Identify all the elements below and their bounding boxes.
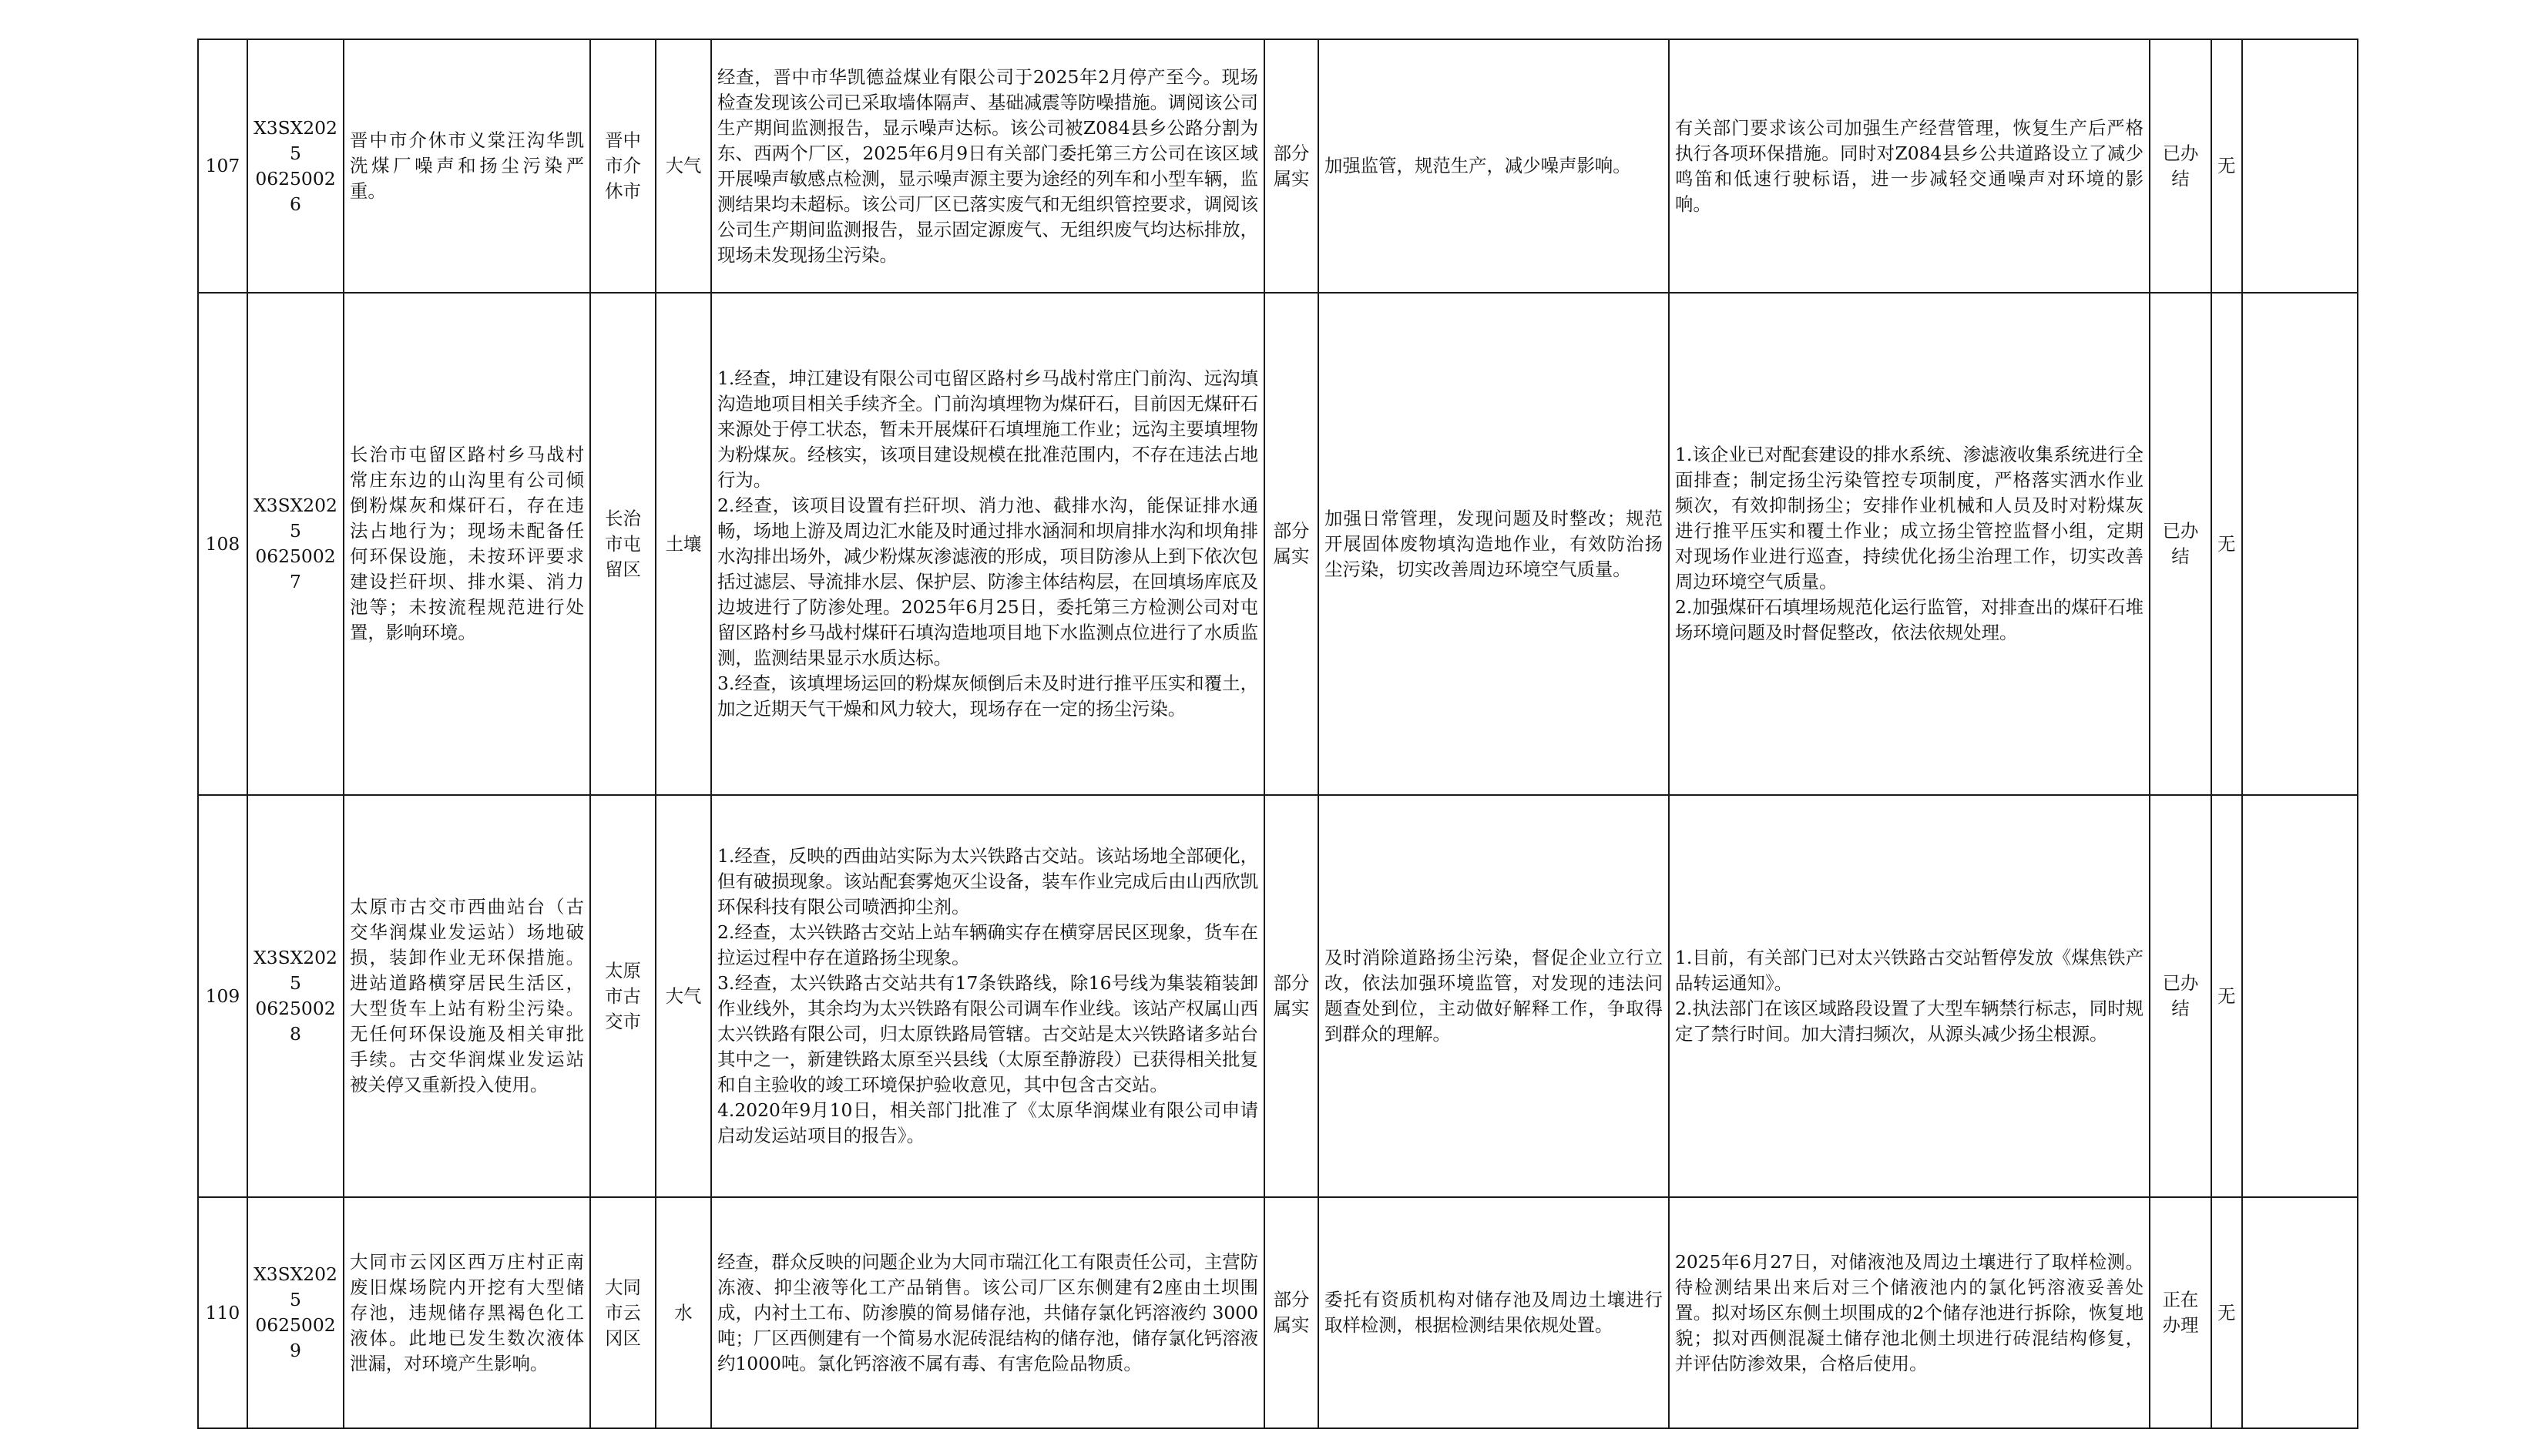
case-number: 110 xyxy=(198,1197,247,1428)
investigation-finding: 经查，晋中市华凯德益煤业有限公司于2025年2月停产至今。现场检查发现该公司已采取墙体隔声、基础减震等防噪措施。调阅该公司生产期间监测报告，显示噪声达标。该公司被Z084县乡公路分割为东、西两个厂区，2025年6月9日有关部门委托第三方公司在该区域开展噪声敏感点检测，显示噪声源主要为途经的列车和小型车辆，监测结果均未超标。该公司厂区已落实废气和无组织管控要求，调阅该公司生产期间监测报告，显示固定源废气、无组织废气均达标排放，现场未发现扬尘污染。 xyxy=(711,39,1264,293)
handling-measure: 加强日常管理，发现问题及时整改；规范开展固体废物填沟造地作业，有效防治扬尘污染，切实改善周边环境空气质量。 xyxy=(1318,293,1669,795)
administrative-region: 大同市云冈区 xyxy=(590,1197,656,1428)
rectification-result: 1.该企业已对配套建设的排水系统、渗滤液收集系统进行全面排查；制定扬尘污染管控专项制度，严格落实洒水作业频次，有效抑制扬尘；安排作业机械和人员及时对粉煤灰进行推平压实和覆土作业；成立扬尘管控监督小组，定期对现场作业进行巡查，持续优化扬尘治理工作，切实改善周边环境空气质量。 2.加强煤矸石填埋场规范化运行监管，对排查出的煤矸石堆场环境问题及时督促整改，依法依规处理。 xyxy=(1669,293,2150,795)
remarks-cell xyxy=(2242,39,2358,293)
case-number: 107 xyxy=(198,39,247,293)
case-status: 已办结 xyxy=(2150,39,2211,293)
accountability: 无 xyxy=(2211,293,2242,795)
pollution-type: 水 xyxy=(656,1197,711,1428)
case-status: 已办结 xyxy=(2150,795,2211,1197)
verification-verdict: 部分属实 xyxy=(1264,293,1318,795)
investigation-finding: 1.经查，坤江建设有限公司屯留区路村乡马战村常庄门前沟、远沟填沟造地项目相关手续齐全。门前沟填埋物为煤矸石，目前因无煤矸石来源处于停工状态，暂未开展煤矸石填埋施工作业；远沟主要填埋物为粉煤灰。经核实，该项目建设规模在批准范围内，不存在违法占地行为。 2.经查，该项目设置有拦矸坝、消力池、截排水沟，能保证排水通畅，场地上游及周边汇水能及时通过排水涵洞和坝肩排水沟和坝角排水沟排出场外，减少粉煤灰渗滤液的形成，项目防渗从上到下依次包括过滤层、导流排水层、保护层、防渗主体结构层，在回填场库底及边坡进行了防渗处理。2025年6月25日，委托第三方检测公司对屯留区路村乡马战村煤矸石填沟造地项目地下水监测点位进行了水质监测，监测结果显示水质达标。 3.经查，该填埋场运回的粉煤灰倾倒后未及时进行推平压实和覆土，加之近期天气干燥和风力较大，现场存在一定的扬尘污染。 xyxy=(711,293,1264,795)
administrative-region: 长治市屯留区 xyxy=(590,293,656,795)
case-status: 正在办理 xyxy=(2150,1197,2211,1428)
administrative-region: 晋中市介休市 xyxy=(590,39,656,293)
handling-measure: 及时消除道路扬尘污染，督促企业立行立改，依法加强环境监管，对发现的违法问题查处到位，主动做好解释工作，争取得到群众的理解。 xyxy=(1318,795,1669,1197)
accountability: 无 xyxy=(2211,795,2242,1197)
case-number: 109 xyxy=(198,795,247,1197)
handling-measure: 加强监管，规范生产，减少噪声影响。 xyxy=(1318,39,1669,293)
complaint-content: 长治市屯留区路村乡马战村常庄东边的山沟里有公司倾倒粉煤灰和煤矸石，存在违法占地行为；现场未配备任何环保设施，未按环评要求建设拦矸坝、排水渠、消力池等；未按流程规范进行处置，影响环境。 xyxy=(344,293,590,795)
handling-measure: 委托有资质机构对储存池及周边土壤进行取样检测，根据检测结果依规处置。 xyxy=(1318,1197,1669,1428)
case-status: 已办结 xyxy=(2150,293,2211,795)
accountability: 无 xyxy=(2211,39,2242,293)
administrative-region: 太原市古交市 xyxy=(590,795,656,1197)
remarks-cell xyxy=(2242,1197,2358,1428)
investigation-finding: 经查，群众反映的问题企业为大同市瑞江化工有限责任公司，主营防冻液、抑尘液等化工产品销售。该公司厂区东侧建有2座由土坝围成，内衬土工布、防渗膜的简易储存池，共储存氯化钙溶液约 3000吨；厂区西侧建有一个简易水泥砖混结构的储存池，储存氯化钙溶液约1000吨。氯化钙溶液不属有毒、有害危险品物质。 xyxy=(711,1197,1264,1428)
complaint-content: 太原市古交市西曲站台（古交华润煤业发运站）场地破损，装卸作业无环保措施。进站道路横穿居民生活区，大型货车上站有粉尘污染。无任何环保设施及相关审批手续。古交华润煤业发运站被关停又重新投入使用。 xyxy=(344,795,590,1197)
case-code: X3SX2025 06250028 xyxy=(247,795,344,1197)
verification-verdict: 部分属实 xyxy=(1264,1197,1318,1428)
rectification-result: 有关部门要求该公司加强生产经营管理，恢复生产后严格执行各项环保措施。同时对Z084县乡公共道路设立了减少鸣笛和低速行驶标语，进一步减轻交通噪声对环境的影响。 xyxy=(1669,39,2150,293)
case-code: X3SX2025 06250026 xyxy=(247,39,344,293)
case-table xyxy=(197,39,2358,1429)
investigation-finding: 1.经查，反映的西曲站实际为太兴铁路古交站。该站场地全部硬化，但有破损现象。该站配套雾炮灭尘设备，装车作业完成后由山西欣凯环保科技有限公司喷洒抑尘剂。 2.经查，太兴铁路古交站上站车辆确实存在横穿居民区现象，货车在拉运过程中存在道路扬尘现象。 3.经查，太兴铁路古交站共有17条铁路线，除16号线为集装箱装卸作业线外，其余均为太兴铁路有限公司调车作业线。该站产权属山西太兴铁路有限公司，归太原铁路局管辖。古交站是太兴铁路诸多站台其中之一，新建铁路太原至兴县线（太原至静游段）已获得相关批复和自主验收的竣工环境保护验收意见，其中包含古交站。 4.2020年9月10日，相关部门批准了《太原华润煤业有限公司申请启动发运站项目的报告》。 xyxy=(711,795,1264,1197)
verification-verdict: 部分属实 xyxy=(1264,795,1318,1197)
table-row xyxy=(198,39,2358,293)
case-code: X3SX2025 06250027 xyxy=(247,293,344,795)
remarks-cell xyxy=(2242,795,2358,1197)
rectification-result: 2025年6月27日，对储液池及周边土壤进行了取样检测。待检测结果出来后对三个储液池内的氯化钙溶液妥善处置。拟对场区东侧土坝围成的2个储存池进行拆除，恢复地貌；拟对西侧混凝土储存池北侧土坝进行砖混结构修复，并评估防渗效果，合格后使用。 xyxy=(1669,1197,2150,1428)
remarks-cell xyxy=(2242,293,2358,795)
rectification-result: 1.目前，有关部门已对太兴铁路古交站暂停发放《煤焦铁产品转运通知》。 2.执法部门在该区域路段设置了大型车辆禁行标志，同时规定了禁行时间。加大清扫频次，从源头减少扬尘根源。 xyxy=(1669,795,2150,1197)
pollution-type: 大气 xyxy=(656,39,711,293)
accountability: 无 xyxy=(2211,1197,2242,1428)
table-row xyxy=(198,795,2358,1197)
table-row xyxy=(198,293,2358,795)
pollution-type: 大气 xyxy=(656,795,711,1197)
case-number: 108 xyxy=(198,293,247,795)
case-code: X3SX2025 06250029 xyxy=(247,1197,344,1428)
complaint-content: 大同市云冈区西万庄村正南废旧煤场院内开挖有大型储存池，违规储存黑褐色化工液体。此地已发生数次液体泄漏，对环境产生影响。 xyxy=(344,1197,590,1428)
verification-verdict: 部分属实 xyxy=(1264,39,1318,293)
table-row xyxy=(198,1197,2358,1428)
pollution-type: 土壤 xyxy=(656,293,711,795)
complaint-content: 晋中市介休市义棠汪沟华凯洗煤厂噪声和扬尘污染严重。 xyxy=(344,39,590,293)
